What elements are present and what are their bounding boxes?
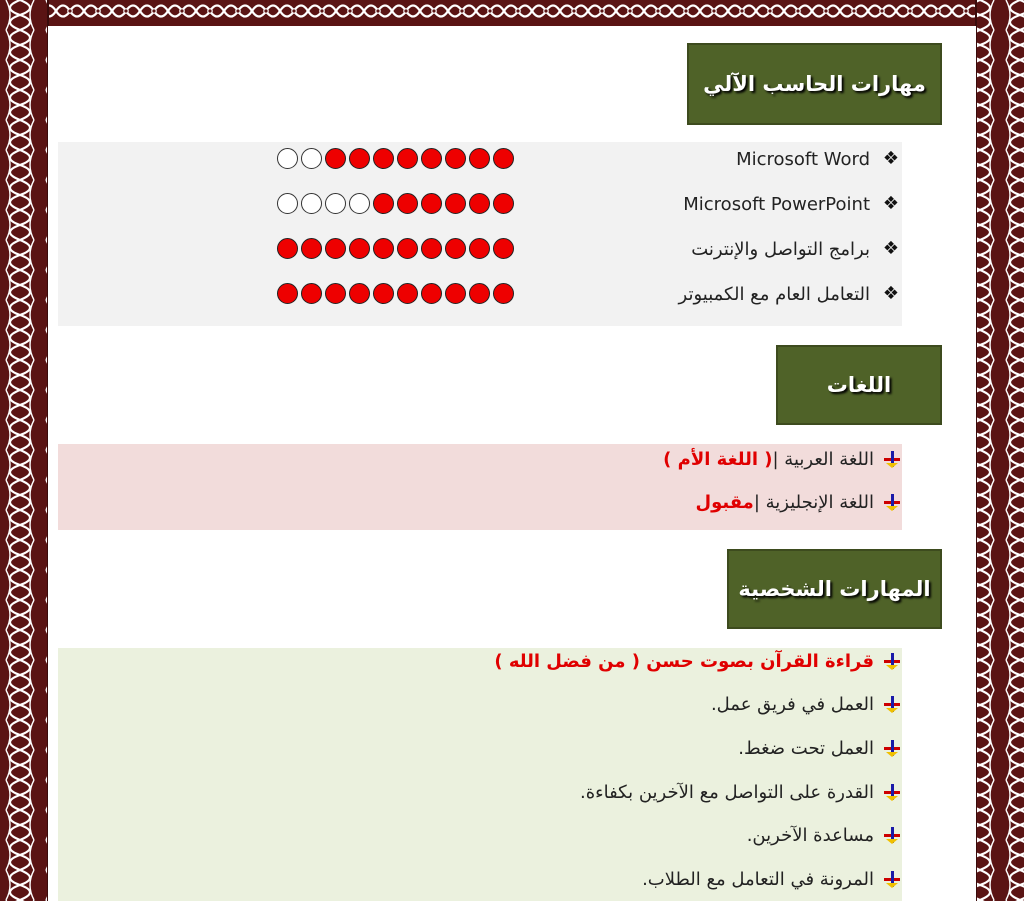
arrow-bullet-icon	[882, 782, 902, 802]
rating-dot-filled	[325, 238, 346, 259]
rating-dot-filled	[397, 148, 418, 169]
rating-dot-filled	[493, 193, 514, 214]
rating-dot-filled	[397, 238, 418, 259]
arrow-bullet-icon	[882, 449, 902, 469]
skill-label: القدرة على التواصل مع الآخرين بكفاءة.	[579, 781, 874, 803]
skill-rating	[277, 283, 514, 304]
rating-dot-filled	[421, 283, 442, 304]
skill-label: برامج التواصل والإنترنت	[691, 238, 870, 260]
rating-dot-filled	[349, 283, 370, 304]
arrow-bullet-icon	[882, 651, 902, 671]
arrow-bullet-icon	[882, 492, 902, 512]
section-header-personal-skills	[727, 549, 942, 629]
rating-dot-filled	[277, 238, 298, 259]
skill-label: العمل في فريق عمل.	[710, 693, 874, 715]
computer-skill-item	[691, 234, 902, 264]
arrow-bullet-icon	[882, 825, 902, 845]
arrow-bullet-icon	[882, 869, 902, 889]
rating-dot-filled	[469, 283, 490, 304]
arrow-bullet-icon	[882, 694, 902, 714]
rating-dot-empty	[325, 193, 346, 214]
section-title: اللغات	[826, 373, 892, 397]
rating-dot-filled	[493, 148, 514, 169]
rating-dot-filled	[277, 283, 298, 304]
rating-dot-filled	[445, 148, 466, 169]
section-title: المهارات الشخصية	[738, 577, 931, 601]
skill-label: العمل تحت ضغط.	[738, 737, 874, 759]
rating-dot-filled	[373, 193, 394, 214]
rating-dot-filled	[397, 193, 418, 214]
diamond-bullet-icon: ❖	[882, 283, 900, 304]
rating-dot-filled	[349, 148, 370, 169]
rating-dot-filled	[493, 238, 514, 259]
skill-rating	[277, 193, 514, 214]
rating-dot-filled	[445, 238, 466, 259]
personal-skill-item	[738, 733, 902, 763]
rating-dot-filled	[301, 283, 322, 304]
computer-skill-item	[679, 279, 902, 309]
rating-dot-filled	[373, 238, 394, 259]
rating-dot-filled	[349, 238, 370, 259]
rating-dot-filled	[373, 283, 394, 304]
rating-dot-filled	[469, 193, 490, 214]
language-item	[663, 444, 902, 474]
computer-skill-item	[736, 144, 902, 174]
rating-dot-filled	[421, 193, 442, 214]
rating-dot-empty	[301, 148, 322, 169]
rating-dot-filled	[397, 283, 418, 304]
rating-dot-filled	[493, 283, 514, 304]
rating-dot-filled	[445, 193, 466, 214]
skill-label: مساعدة الآخرين.	[746, 824, 874, 846]
personal-skill-item	[642, 864, 902, 894]
section-header-computer-skills	[687, 43, 942, 125]
skill-label: Microsoft Word	[736, 148, 870, 170]
rating-dot-filled	[469, 238, 490, 259]
personal-skill-item	[747, 820, 902, 850]
computer-skill-item	[683, 189, 902, 219]
skill-label: Microsoft PowerPoint	[683, 193, 870, 215]
personal-skill-item	[580, 777, 902, 807]
rating-dot-empty	[301, 193, 322, 214]
rating-dot-filled	[325, 283, 346, 304]
diamond-bullet-icon: ❖	[882, 148, 900, 169]
rating-dot-empty	[277, 148, 298, 169]
language-level: مقبول	[695, 491, 754, 513]
rating-dot-filled	[301, 238, 322, 259]
personal-skill-item	[711, 689, 902, 719]
section-title: مهارات الحاسب الآلي	[703, 72, 926, 96]
language-item	[695, 487, 902, 517]
rating-dot-filled	[469, 148, 490, 169]
skill-rating	[277, 238, 514, 259]
rating-dot-filled	[445, 283, 466, 304]
rating-dot-filled	[373, 148, 394, 169]
rating-dot-empty	[277, 193, 298, 214]
rating-dot-filled	[421, 148, 442, 169]
arrow-bullet-icon	[882, 738, 902, 758]
skill-label: التعامل العام مع الكمبيوتر	[678, 283, 870, 305]
language-level: ( اللغة الأم )	[663, 448, 773, 470]
rating-dot-filled	[325, 148, 346, 169]
skill-label: المرونة في التعامل مع الطلاب.	[642, 868, 874, 890]
personal-skill-item	[494, 646, 902, 676]
language-label: اللغة العربية |	[772, 448, 874, 470]
diamond-bullet-icon: ❖	[882, 238, 900, 259]
language-label: اللغة الإنجليزية |	[753, 491, 874, 513]
skill-rating	[277, 148, 514, 169]
section-header-languages	[776, 345, 942, 425]
rating-dot-filled	[421, 238, 442, 259]
skill-label: قراءة القرآن بصوت حسن ( من فضل الله )	[494, 650, 874, 672]
diamond-bullet-icon: ❖	[882, 193, 900, 214]
rating-dot-empty	[349, 193, 370, 214]
